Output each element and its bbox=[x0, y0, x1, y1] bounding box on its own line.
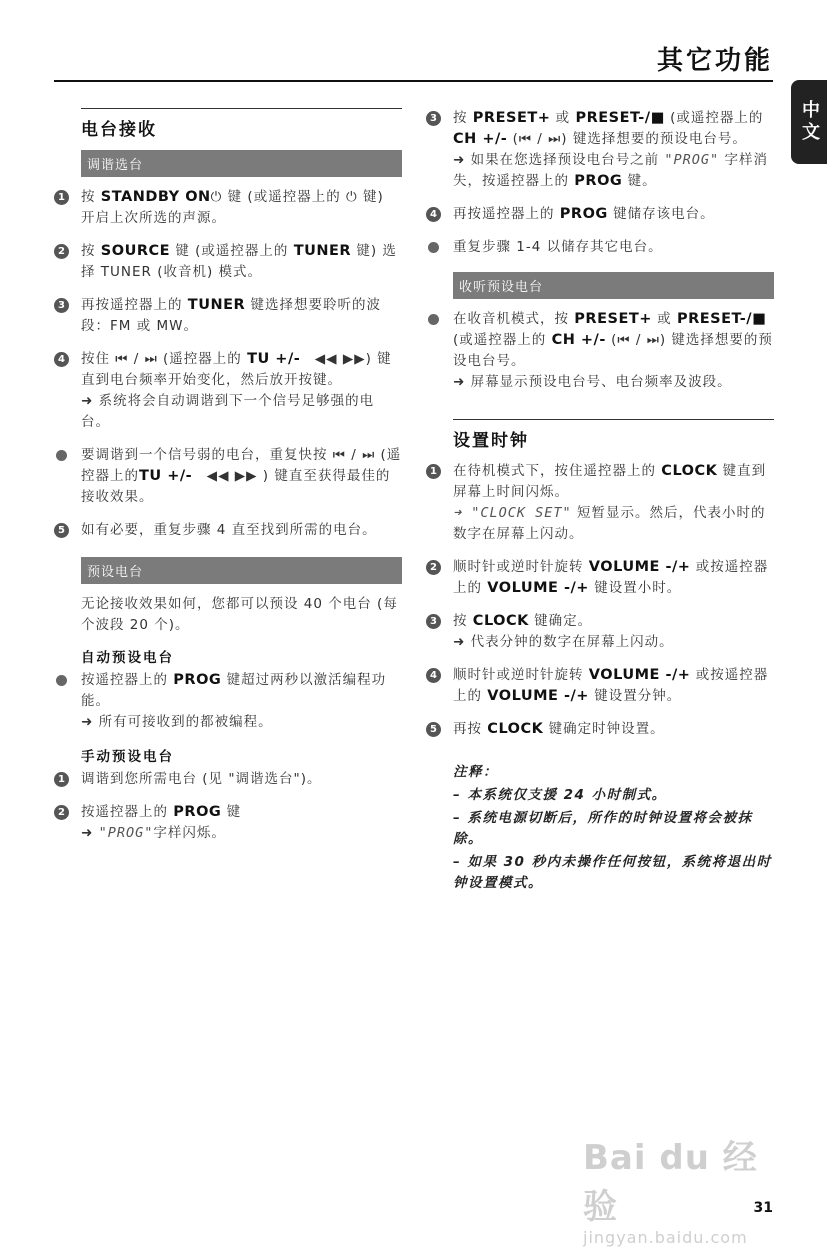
step-text: "PROG" bbox=[664, 152, 720, 168]
step-text: (或遥控器上的 bbox=[664, 110, 764, 126]
step-text: 或 bbox=[651, 311, 677, 327]
watermark-logo: Bai du 经验 bbox=[583, 1138, 758, 1227]
step-text: 键 (或遥控器上的 bbox=[170, 243, 294, 259]
step-number: 3 bbox=[426, 614, 441, 629]
section-title-radio: 电台接收 bbox=[81, 108, 402, 140]
key-label: TU +/- bbox=[247, 351, 301, 367]
result-text bbox=[453, 503, 774, 545]
manual-preset-title: 手动预设电台 bbox=[81, 749, 174, 765]
bullet-icon bbox=[56, 675, 67, 686]
subhead-preset: 预设电台 bbox=[81, 557, 402, 584]
step-number: 1 bbox=[54, 190, 69, 205]
step-marker bbox=[54, 802, 81, 820]
step-item bbox=[54, 769, 402, 790]
step-marker bbox=[426, 237, 453, 253]
result-text: ➜ 屏幕显示预设电台号、电台频率及波段。 bbox=[453, 374, 732, 390]
step-text: 再按遥控器上的 bbox=[453, 206, 560, 222]
language-tab: 中文 bbox=[791, 80, 827, 164]
clock-steps bbox=[426, 461, 774, 740]
key-label: VOLUME -/+ bbox=[588, 559, 691, 575]
step-number: 2 bbox=[426, 560, 441, 575]
step-text: 再按遥控器上的 bbox=[81, 297, 188, 313]
step-text: ◀◀ ▶▶ ) 键直至获得最佳的接收效果。 bbox=[81, 468, 391, 505]
step-text: 按遥控器上的 bbox=[81, 804, 174, 820]
step-text: ◀◀ ▶▶) 键直到电台频率开始变化，然后放开按键。 bbox=[81, 351, 392, 388]
step-item bbox=[426, 611, 774, 653]
step-text: 调谐到您所需电台 (见 "调谐选台")。 bbox=[81, 771, 322, 787]
step-text: 键确定。 bbox=[528, 613, 593, 629]
step-marker bbox=[426, 665, 453, 683]
result-text: ➜ 所有可接收到的都被编程。 bbox=[81, 714, 273, 730]
key-label: TU +/- bbox=[139, 468, 193, 484]
step-text: (⏮ / ⏭) 键选择想要的预设电台号。 bbox=[453, 332, 773, 369]
step-text: 按 bbox=[453, 613, 473, 629]
step-body bbox=[81, 769, 402, 790]
bullet-icon bbox=[56, 450, 67, 461]
step-text: 短暂显示。然后，代表小时的数字在屏幕上闪动。 bbox=[453, 505, 766, 542]
step-marker bbox=[54, 295, 81, 313]
key-label: CH +/- bbox=[453, 131, 508, 147]
key-label: TUNER bbox=[293, 243, 352, 259]
step-text: 顺时针或逆时针旋转 bbox=[453, 667, 589, 683]
note-line: – 本系统仅支援 24 小时制式。 bbox=[453, 787, 667, 803]
step-body bbox=[81, 670, 402, 733]
step-item bbox=[426, 557, 774, 599]
step-number: 4 bbox=[54, 352, 69, 367]
step-number: 5 bbox=[54, 523, 69, 538]
key-label: PRESET+ bbox=[574, 311, 652, 327]
step-text: 字样消失，按遥控器上的 bbox=[453, 152, 768, 189]
step-text: 在待机模式下，按住遥控器上的 bbox=[453, 463, 662, 479]
step-body bbox=[453, 461, 774, 545]
key-label: CH +/- bbox=[551, 332, 606, 348]
step-text: 键设置分钟。 bbox=[588, 688, 682, 704]
step-marker bbox=[426, 557, 453, 575]
step-marker bbox=[426, 719, 453, 737]
step-body bbox=[81, 520, 402, 541]
key-label: CLOCK bbox=[661, 463, 718, 479]
key-label: VOLUME -/+ bbox=[487, 580, 589, 596]
subhead-listen-preset: 收听预设电台 bbox=[453, 272, 774, 299]
step-text: 键 bbox=[221, 804, 242, 820]
key-label: PRESET+ bbox=[472, 110, 551, 126]
preset-intro: 无论接收效果如何，您都可以预设 40 个电台 (每个波段 20 个)。 bbox=[81, 596, 398, 633]
listen-preset-steps bbox=[426, 309, 774, 393]
left-column bbox=[54, 108, 402, 856]
right-column bbox=[426, 108, 774, 896]
step-text: 按 bbox=[81, 189, 101, 205]
manual-preset-steps bbox=[54, 769, 402, 844]
step-text: 要调谐到一个信号弱的电台，重复快按 ⏮ / ⏭ (遥控器上的 bbox=[81, 447, 402, 484]
step-marker bbox=[426, 309, 453, 325]
key-label: VOLUME -/+ bbox=[588, 667, 691, 683]
step-body bbox=[453, 108, 774, 192]
step-item bbox=[54, 241, 402, 283]
step-number: 3 bbox=[54, 298, 69, 313]
step-body bbox=[81, 802, 402, 844]
step-number: 4 bbox=[426, 207, 441, 222]
step-marker bbox=[426, 108, 453, 126]
result-text: ➜ 代表分钟的数字在屏幕上闪动。 bbox=[453, 634, 674, 650]
step-marker bbox=[54, 769, 81, 787]
key-label: PROG bbox=[574, 173, 623, 189]
key-label: STANDBY ON bbox=[100, 189, 211, 205]
key-label: VOLUME -/+ bbox=[487, 688, 589, 704]
result-text: ➜ 系统将会自动调谐到下一个信号足够强的电台。 bbox=[81, 393, 375, 430]
step-item bbox=[54, 187, 402, 229]
page-title: 其它功能 bbox=[656, 46, 773, 76]
step-item bbox=[426, 719, 774, 740]
step-text: ➜ 如果在您选择预设电台号之前 bbox=[453, 152, 665, 168]
step-body bbox=[81, 187, 402, 229]
step-text: 重复步骤 1-4 以储存其它电台。 bbox=[453, 239, 663, 255]
key-label: PRESET-/■ bbox=[575, 110, 665, 126]
step-text: (⏮ / ⏭) 键选择想要的预设电台号。 bbox=[507, 131, 747, 147]
step-body bbox=[453, 665, 774, 707]
step-body bbox=[453, 204, 774, 225]
result-text bbox=[453, 150, 774, 192]
auto-preset-title: 自动预设电台 bbox=[81, 650, 174, 666]
auto-preset-steps bbox=[54, 670, 402, 733]
step-text: "PROG" bbox=[98, 825, 154, 841]
step-body bbox=[453, 557, 774, 599]
step-number: 3 bbox=[426, 111, 441, 126]
step-item bbox=[54, 520, 402, 541]
key-label: CLOCK bbox=[472, 613, 529, 629]
step-body bbox=[453, 719, 774, 740]
notes bbox=[453, 762, 774, 894]
note-line: – 如果 30 秒内未操作任何按钮，系统将退出时钟设置模式。 bbox=[453, 854, 772, 891]
step-body bbox=[453, 309, 774, 393]
step-marker bbox=[426, 461, 453, 479]
step-text: 或 bbox=[550, 110, 576, 126]
step-body bbox=[81, 295, 402, 337]
subhead-tuning: 调谐选台 bbox=[81, 150, 402, 177]
step-text: 键确定时钟设置。 bbox=[543, 721, 665, 737]
step-text: 键选择想要聆听的波段：FM 或 MW。 bbox=[81, 297, 381, 334]
step-number: 4 bbox=[426, 668, 441, 683]
step-text: 如有必要，重复步骤 4 直至找到所需的电台。 bbox=[81, 522, 377, 538]
note-line: – 系统电源切断后，所作的时钟设置将会被抹除。 bbox=[453, 810, 753, 847]
step-text: 按住 ⏮ / ⏭ (遥控器上的 bbox=[81, 351, 248, 367]
step-number: 5 bbox=[426, 722, 441, 737]
step-item bbox=[54, 670, 402, 733]
header-rule bbox=[54, 80, 773, 82]
step-body bbox=[81, 241, 402, 283]
step-item bbox=[426, 309, 774, 393]
step-text: 按 bbox=[81, 243, 101, 259]
page-number: 31 bbox=[753, 1200, 773, 1216]
step-item bbox=[426, 461, 774, 545]
step-item bbox=[426, 108, 774, 192]
step-text: 按 bbox=[453, 110, 473, 126]
step-item bbox=[426, 665, 774, 707]
preset-continued-steps bbox=[426, 108, 774, 258]
step-text: 键储存该电台。 bbox=[607, 206, 715, 222]
key-label: PRESET-/■ bbox=[676, 311, 767, 327]
step-item bbox=[426, 237, 774, 258]
step-item bbox=[54, 802, 402, 844]
step-number: 1 bbox=[426, 464, 441, 479]
step-marker bbox=[54, 187, 81, 205]
section-title-clock: 设置时钟 bbox=[453, 419, 774, 451]
step-text: 顺时针或逆时针旋转 bbox=[453, 559, 589, 575]
tuning-steps bbox=[54, 187, 402, 541]
step-text: 键超过两秒以激活编程功能。 bbox=[81, 672, 387, 709]
result-text bbox=[81, 823, 402, 844]
step-number: 1 bbox=[54, 772, 69, 787]
step-text: 或按遥控器上的 bbox=[453, 667, 769, 704]
step-item bbox=[54, 445, 402, 508]
step-text: 键。 bbox=[622, 173, 657, 189]
step-item bbox=[426, 204, 774, 225]
step-item bbox=[54, 349, 402, 433]
step-marker bbox=[54, 241, 81, 259]
key-label: PROG bbox=[173, 804, 222, 820]
step-text: 在收音机模式，按 bbox=[453, 311, 575, 327]
bullet-icon bbox=[428, 242, 439, 253]
step-body bbox=[453, 611, 774, 653]
step-body bbox=[453, 237, 774, 258]
key-label: PROG bbox=[559, 206, 608, 222]
step-number: 2 bbox=[54, 244, 69, 259]
step-text: 键设置小时。 bbox=[588, 580, 682, 596]
step-marker bbox=[54, 670, 81, 686]
step-marker bbox=[54, 520, 81, 538]
key-label: TUNER bbox=[187, 297, 246, 313]
step-item bbox=[54, 295, 402, 337]
step-marker bbox=[426, 611, 453, 629]
step-text: ➜ bbox=[81, 825, 99, 841]
step-text: 键) 选择 TUNER (收音机) 模式。 bbox=[81, 243, 397, 280]
step-text: 字样闪烁。 bbox=[153, 825, 226, 841]
bullet-icon bbox=[428, 314, 439, 325]
step-body bbox=[81, 349, 402, 433]
step-body bbox=[81, 445, 402, 508]
key-label: CLOCK bbox=[487, 721, 544, 737]
step-text: 或按遥控器上的 bbox=[453, 559, 769, 596]
step-marker bbox=[426, 204, 453, 222]
step-text: 按遥控器上的 bbox=[81, 672, 174, 688]
step-text: 再按 bbox=[453, 721, 488, 737]
step-number: 2 bbox=[54, 805, 69, 820]
key-label: SOURCE bbox=[100, 243, 171, 259]
step-text: ➜ "CLOCK SET" bbox=[453, 505, 572, 521]
step-marker bbox=[54, 349, 81, 367]
step-text: (或遥控器上的 bbox=[453, 332, 552, 348]
notes-title: 注释： bbox=[453, 764, 498, 780]
watermark-url: jingyan.baidu.com bbox=[583, 1228, 748, 1247]
step-text: 键直到屏幕上时间闪烁。 bbox=[453, 463, 767, 500]
key-label: PROG bbox=[173, 672, 222, 688]
step-marker bbox=[54, 445, 81, 461]
step-text: ⏻ 键 (或遥控器上的 ⏻ 键) 开启上次所选的声源。 bbox=[81, 189, 384, 226]
